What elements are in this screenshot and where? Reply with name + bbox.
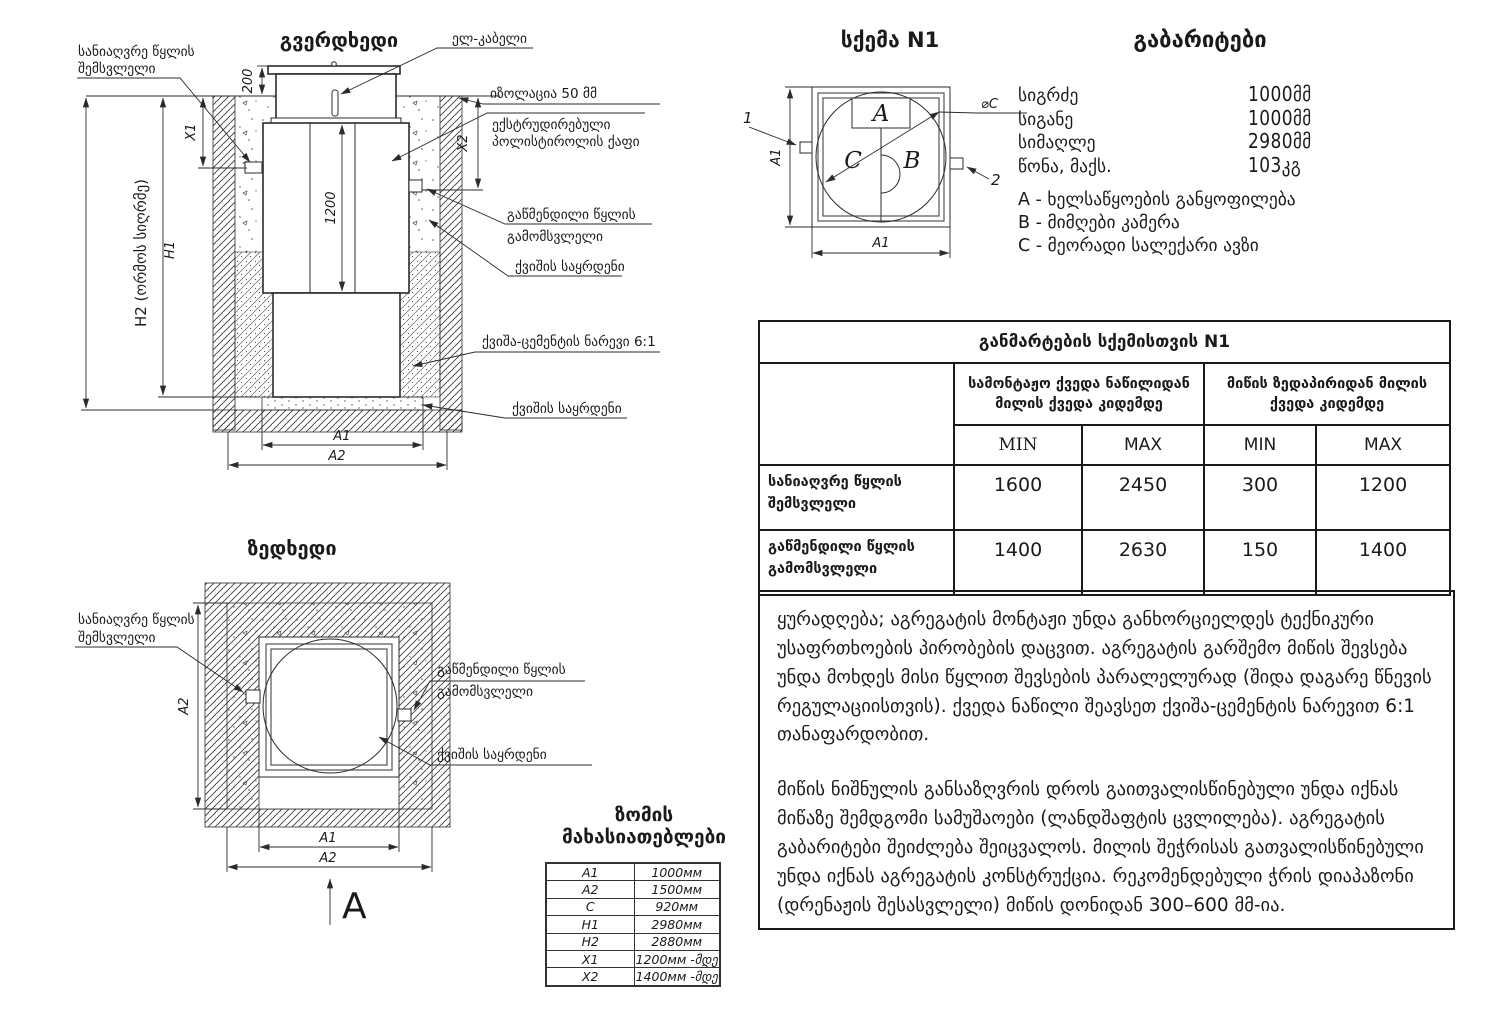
col-header-max: MAX — [1316, 425, 1450, 465]
outlet-step — [409, 180, 422, 192]
svg-text:A1: A1 — [319, 831, 337, 846]
svg-text:A1: A1 — [872, 236, 890, 251]
col-header-max: MAX — [1082, 425, 1204, 465]
spec-row-length — [1015, 82, 1435, 106]
size-value: 920мм — [634, 898, 720, 915]
spec-label: სიგანე — [1018, 109, 1074, 130]
size-value: 1000мм — [634, 863, 720, 881]
svg-text:ზედხედი: ზედხედი — [247, 536, 337, 560]
size-param: A2 — [546, 881, 634, 898]
svg-text:200: 200 — [241, 68, 256, 94]
size-characteristics — [530, 804, 770, 987]
sand-support-layer — [262, 397, 423, 410]
svg-text:სქემა N1: სქემა N1 — [840, 28, 940, 52]
svg-text:პოლისტიროლის ქაფი: პოლისტიროლის ქაფი — [492, 134, 640, 150]
cell-value: 300 — [1204, 465, 1316, 530]
inlet-step — [245, 162, 262, 173]
svg-text:ქვიშის საყრდენი: ქვიშის საყრდენი — [515, 259, 625, 275]
size-value: 1500мм — [634, 881, 720, 898]
size-table-title: ზომის მახასიათებლები — [561, 804, 726, 848]
svg-text:შემსვლელი: შემსვლელი — [78, 61, 156, 77]
outlet-stub — [398, 709, 411, 721]
schema-inlet-stub — [800, 142, 812, 153]
size-row — [546, 881, 720, 898]
notes-paragraph-1: ყურადღება; აგრეგატის მონტაჟი უნდა განხორციელდეს ტექნიკური უსაფრთხოების პირობების დაცვით. აგრეგატის გარშემო მიწის შევსება უნდა მოხდეს მისი წყლით შევსების პარალელურად (შიდა დაგარე წნევის რეგულაციისთვის). ქვედა ნაწილი შეავსეთ ქვიშა-ცემენტის ნარევით 6:1 თანაფარდობით. — [777, 609, 1432, 746]
size-param: X2 — [546, 968, 634, 986]
size-row — [546, 933, 720, 950]
legend-item-c: C - მეორადი სალექარი ავზი — [1018, 236, 1259, 256]
side-view-drawing — [55, 25, 705, 515]
cell-value: 1400 — [1316, 530, 1450, 595]
size-value: 2980мм — [634, 916, 720, 933]
side-view-title — [280, 28, 398, 52]
cell-value: 2450 — [1082, 465, 1204, 530]
svg-text:A2: A2 — [177, 697, 192, 715]
row-label: სანიაღვრე წყლის შემსვლელი — [759, 465, 954, 530]
table-corner-cell — [759, 363, 954, 465]
col-header-min: MIN — [954, 425, 1082, 465]
size-row — [546, 968, 720, 986]
svg-text:გამომსვლელი: გამომსვლელი — [507, 229, 603, 245]
size-table — [545, 862, 721, 987]
size-row — [546, 898, 720, 915]
table-row — [759, 530, 1450, 595]
svg-text:ელ-კაბელი: ელ-კაბელი — [452, 31, 528, 47]
svg-text:A1: A1 — [333, 429, 351, 444]
table-row — [759, 465, 1450, 530]
col-header-min: MIN — [1204, 425, 1316, 465]
svg-text:გაწმენდილი წყლის: გაწმენდილი წყლის — [507, 207, 636, 223]
svg-text:გაწმენდილი წყლის: გაწმენდილი წყლის — [437, 662, 566, 678]
top-view-title — [247, 536, 336, 560]
inlet-stub — [246, 690, 260, 703]
spec-row-weight — [1015, 153, 1435, 177]
schema-legend — [1015, 189, 1435, 258]
notes-paragraph-2: მიწის ნიშნულის განსაზღვრის დროს გაითვალისწინებული უნდა იქნას მიწაზე შემდგომი სამუშაოები (ლანდშაფტის ცვლილება). აგრეგატის გაბარიტები შეიძლება შეიცვალოს. მილის შეჭრისას გათვალისწინებული უნდა იქნას აგრეგატის კონსტრუქცია. რეკომენდებული ჭრის დიაპაზონი (დრენაჟის შესასვლელი) მიწის დონიდან 300–600 მმ-ია. — [777, 779, 1424, 916]
size-param: X1 — [546, 950, 634, 967]
spec-value: 1000მმ — [1248, 105, 1312, 130]
cell-value: 1400 — [954, 530, 1082, 595]
size-value: 2880мм — [634, 933, 720, 950]
svg-text:A2: A2 — [319, 851, 337, 866]
svg-text:ქვიშის საყრდენი: ქვიშის საყრდენი — [437, 747, 547, 763]
spec-row-height — [1015, 129, 1435, 153]
svg-text:2: 2 — [991, 171, 1001, 189]
table-group-header-2: მიწის ზედაპირიდან მილის ქვედა კიდემდე — [1204, 363, 1450, 425]
table-group-header-1: სამონტაჟო ქვედა ნაწილიდან მილის ქვედა კიდემდე — [954, 363, 1204, 425]
svg-text:H2 (ორმოს სიღრმე): H2 (ორმოს სიღრმე) — [132, 178, 150, 328]
size-row — [546, 916, 720, 933]
svg-text:A2: A2 — [328, 449, 346, 464]
notes-box — [758, 590, 1455, 930]
spec-label: სიმაღლე — [1018, 133, 1096, 153]
svg-text:ექსტრუდირებული: ექსტრუდირებული — [492, 117, 611, 133]
clarification-table — [758, 320, 1451, 596]
svg-text:X1: X1 — [184, 123, 199, 141]
svg-text:1200: 1200 — [324, 191, 339, 225]
schema-title — [841, 28, 939, 52]
svg-text:გამომსვლელი: გამომსვლელი — [437, 684, 533, 700]
legend-item-a: A - ხელსაწყოების განყოფილება — [1018, 190, 1296, 210]
cable-slot — [332, 90, 338, 116]
top-view-tank — [246, 637, 411, 777]
svg-text:სანიაღვრე წყლის: სანიაღვრე წყლის — [78, 44, 195, 60]
specs-title: გაბარიტები — [1133, 28, 1267, 53]
lid-knob — [332, 62, 337, 67]
svg-text:A1: A1 — [769, 148, 784, 166]
row-label: გაწმენდილი წყლის გამომსვლელი — [759, 530, 954, 595]
svg-text:B: B — [903, 148, 921, 174]
svg-text:H1: H1 — [163, 240, 178, 260]
cell-value: 1200 — [1316, 465, 1450, 530]
svg-text:C: C — [844, 148, 862, 174]
tank-lower-section — [273, 293, 400, 397]
svg-text:⌀C: ⌀C — [981, 97, 998, 112]
spec-label: წონა, მაქს. — [1018, 156, 1112, 177]
cell-value: 2630 — [1082, 530, 1204, 595]
specs-panel — [1015, 28, 1435, 258]
svg-text:სანიაღვრე წყლის: სანიაღვრე წყლის — [78, 612, 195, 628]
schema-outlet-stub — [950, 158, 963, 169]
size-value: 1200мм -მდე — [634, 950, 720, 967]
svg-text:ქვიშის საყრდენი: ქვიშის საყრდენი — [512, 401, 622, 417]
view-direction-letter: A — [342, 886, 367, 927]
size-param: H2 — [546, 933, 634, 950]
svg-text:შემსვლელი: შემსვლელი — [78, 630, 156, 646]
specs-rows — [1015, 82, 1435, 176]
table-title: განმარტების სქემისთვის N1 — [759, 321, 1450, 363]
spec-value: 1000მმ — [1248, 82, 1312, 106]
svg-text:A: A — [872, 101, 890, 127]
size-param: C — [546, 898, 634, 915]
svg-text:იზოლაცია 50 მმ: იზოლაცია 50 მმ — [490, 86, 598, 102]
spec-label: სიგრძე — [1018, 86, 1079, 106]
cell-value: 1600 — [954, 465, 1082, 530]
legend-item-b: B - მიმღები კამერა — [1018, 213, 1180, 233]
size-row — [546, 863, 720, 881]
svg-text:გვერდხედი: გვერდხედი — [279, 28, 399, 52]
spec-row-width — [1015, 106, 1435, 130]
size-param: H1 — [546, 916, 634, 933]
svg-text:X2: X2 — [456, 134, 471, 152]
size-value: 1400мм -მდე — [634, 968, 720, 986]
size-row — [546, 950, 720, 967]
spec-value: 2980მმ — [1248, 129, 1312, 153]
schema-body — [800, 87, 1027, 227]
spec-value: 103კგ — [1248, 152, 1302, 177]
cell-value: 150 — [1204, 530, 1316, 595]
svg-text:ქვიშა-ცემენტის ნარევი 6:1: ქვიშა-ცემენტის ნარევი 6:1 — [482, 334, 656, 350]
size-param: A1 — [546, 863, 634, 881]
svg-text:1: 1 — [743, 109, 753, 127]
